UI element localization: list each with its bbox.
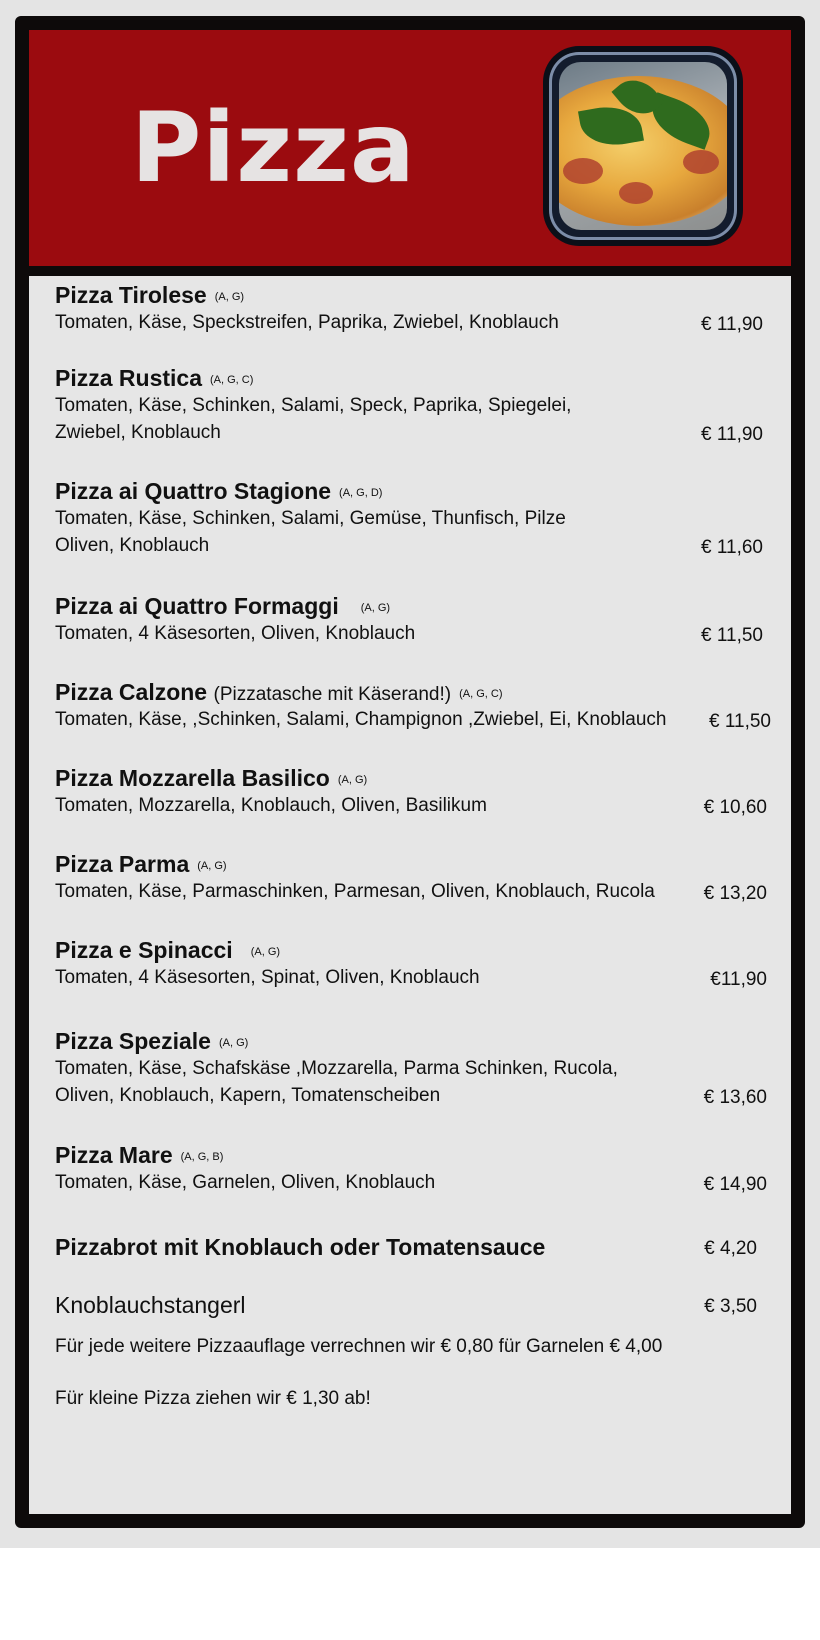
item-description: Tomaten, Käse, Garnelen, Oliven, Knoblauch [55, 1172, 436, 1193]
item-description: Tomaten, Käse, Parmaschinken, Parmesan, Oliven, Knoblauch, Rucola [55, 881, 655, 902]
item-allergens: (A, G) [218, 1037, 249, 1049]
item-allergens: (A, G) [197, 860, 227, 872]
item-price: € 11,50 [709, 711, 771, 732]
item-allergens: (A, G) [250, 946, 281, 958]
item-name: Pizza ai Quattro Stagione [55, 478, 332, 504]
item-allergens: (A, G) [214, 291, 245, 303]
menu-content [29, 276, 791, 1514]
item-name: Pizza Parma [55, 851, 190, 877]
item-description: Zwiebel, Knoblauch [55, 422, 221, 443]
item-description: Tomaten, Käse, ,Schinken, Salami, Champignon ,Zwiebel, Ei, Knoblauch [55, 709, 667, 730]
item-allergens: (A, G) [337, 774, 368, 786]
item-price: € 11,90 [701, 314, 763, 335]
item-price: € 4,20 [704, 1238, 757, 1259]
item-description: Tomaten, Käse, Schinken, Salami, Gemüse, Thunfisch, Pilze [55, 508, 566, 529]
menu-item [55, 679, 775, 733]
item-description: Oliven, Knoblauch, Kapern, Tomatenscheiben [55, 1085, 441, 1106]
item-name: Pizzabrot mit Knoblauch oder Tomatensauce [55, 1234, 546, 1260]
salami-slice [683, 150, 719, 174]
item-allergens: (A, G, C) [459, 688, 503, 700]
item-price: € 11,50 [701, 625, 763, 646]
small-pizza-note: Für kleine Pizza ziehen wir € 1,30 ab! [55, 1388, 371, 1409]
item-price: €11,90 [710, 969, 767, 990]
item-description: Tomaten, Käse, Schinken, Salami, Speck, Paprika, Spiegelei, [55, 395, 572, 416]
item-note: (Pizzatasche mit Käserand!) [213, 684, 452, 705]
menu-item [55, 1142, 775, 1196]
item-name: Pizza Calzone [55, 679, 208, 705]
menu-item [55, 365, 775, 446]
item-allergens: (A, G, B) [180, 1151, 224, 1163]
surcharge-note: Für jede weitere Pizzaauflage verrechnen wir € 0,80 für Garnelen € 4,00 [55, 1336, 663, 1357]
item-name: Pizza Speziale [55, 1028, 211, 1054]
item-description: Tomaten, 4 Käsesorten, Spinat, Oliven, Knoblauch [55, 967, 480, 988]
salami-slice [563, 158, 603, 184]
item-name: Pizza Mozzarella Basilico [55, 765, 330, 791]
pizza-photo-icon [549, 52, 737, 240]
item-price: € 14,90 [703, 1174, 767, 1195]
item-price: € 11,60 [701, 537, 763, 558]
item-name: Pizza ai Quattro Formaggi [55, 593, 339, 619]
menu-item [55, 1028, 775, 1109]
item-name: Pizza Rustica [55, 365, 202, 391]
menu-item [55, 851, 775, 905]
menu-item [55, 937, 775, 991]
item-allergens: (A, G, C) [210, 374, 254, 386]
item-name: Knoblauchstangerl [55, 1292, 246, 1318]
item-price: € 13,20 [703, 883, 767, 904]
menu-item [55, 282, 775, 336]
menu-item [55, 593, 775, 647]
item-description: Tomaten, Käse, Speckstreifen, Paprika, Zwiebel, Knoblauch [55, 312, 559, 333]
item-price: € 13,60 [703, 1087, 767, 1108]
item-description: Tomaten, Käse, Schafskäse ,Mozzarella, Parma Schinken, Rucola, [55, 1058, 618, 1079]
item-price: € 3,50 [704, 1296, 757, 1317]
item-description: Oliven, Knoblauch [55, 535, 210, 556]
item-description: Tomaten, 4 Käsesorten, Oliven, Knoblauch [55, 623, 416, 644]
menu-item-extra [55, 1292, 775, 1319]
item-name: Pizza Mare [55, 1142, 173, 1168]
menu-item [55, 765, 775, 819]
item-price: € 10,60 [703, 797, 767, 818]
menu-item-extra [55, 1234, 775, 1261]
menu-item [55, 478, 775, 559]
page-title: Pizza [131, 92, 416, 204]
pizza-photo [559, 62, 727, 230]
salami-slice [619, 182, 653, 204]
item-allergens: (A, G, D) [339, 487, 383, 499]
item-price: € 11,90 [701, 424, 763, 445]
item-name: Pizza e Spinacci [55, 937, 233, 963]
menu-header [29, 30, 791, 266]
item-name: Pizza Tirolese [55, 282, 207, 308]
item-description: Tomaten, Mozzarella, Knoblauch, Oliven, Basilikum [55, 795, 487, 816]
item-allergens: (A, G) [360, 602, 391, 614]
